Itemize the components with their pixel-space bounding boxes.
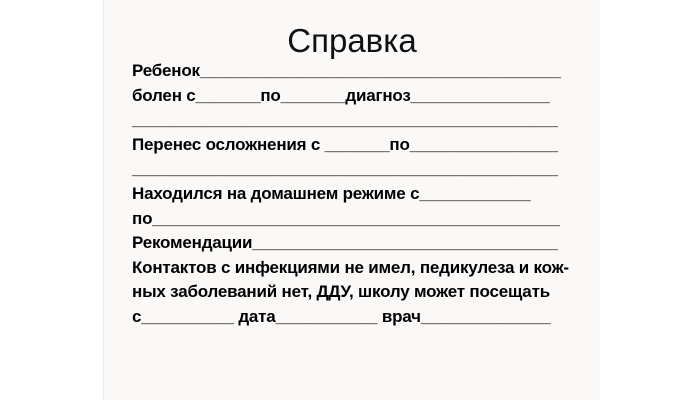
certificate-body xyxy=(104,59,600,330)
blank-line-diagnosis-continued: ______________________________________________ xyxy=(132,110,558,130)
line-no-infections-text-1: Контактов с инфекциями не имел, педикулеза и кож- xyxy=(132,257,569,277)
line-recommendations: Рекомендации_________________________________ xyxy=(132,233,558,253)
line-home-regime-from: Находился на домашнем режиме с____________ xyxy=(132,183,531,203)
line-complications-from-to: Перенес осложнения с _______по________________ xyxy=(132,134,558,154)
line-child-name: Ребенок_______________________________________ xyxy=(132,61,561,80)
document-title: Справка xyxy=(287,22,417,59)
line-from-date-doctor: с__________ дата___________ врач______________ xyxy=(132,306,551,326)
blank-line-complications-continued: ______________________________________________ xyxy=(132,159,558,179)
line-no-infections-text-2: ных заболеваний нет, ДДУ, школу может посещать xyxy=(132,282,550,302)
line-home-regime-to: по____________________________________________ xyxy=(132,208,560,228)
line-sick-from-to-diagnosis: болен с_______по_______диагноз_______________ xyxy=(132,85,550,105)
certificate-sheet xyxy=(103,0,600,400)
